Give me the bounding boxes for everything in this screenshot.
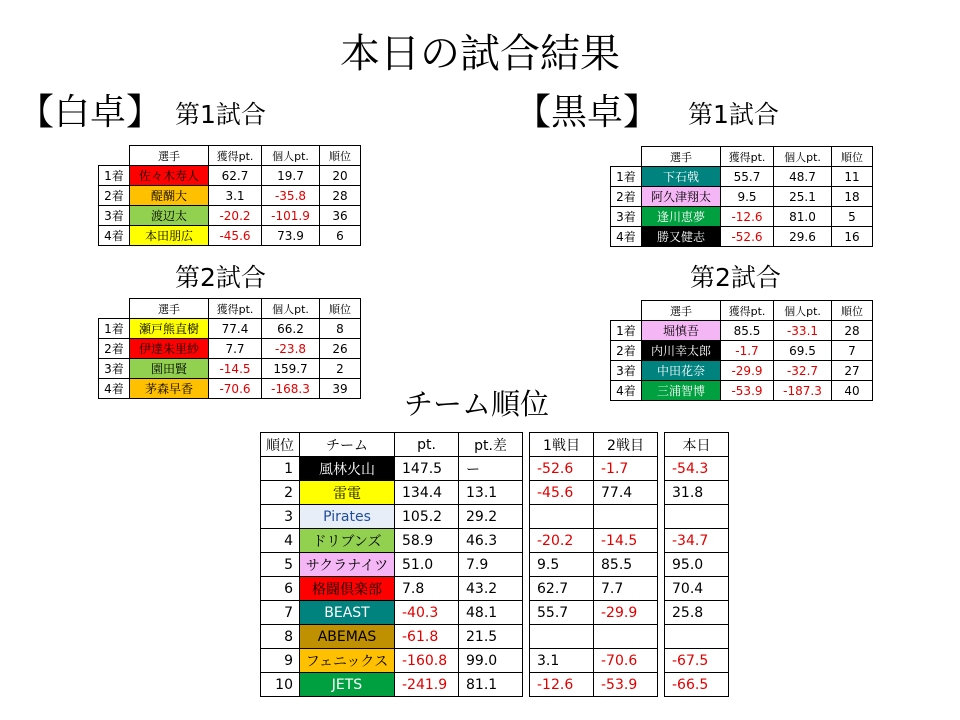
rank-cell: 40	[832, 381, 873, 401]
team-pt-cell: 58.9	[395, 529, 459, 553]
team-diff-cell: 81.1	[459, 673, 523, 697]
personal-cell: 48.7	[774, 167, 832, 187]
rank-cell: 2	[320, 359, 361, 379]
black-game2-label: 第2試合	[690, 263, 781, 292]
personal-cell: 19.7	[262, 166, 320, 186]
result-row	[99, 359, 361, 379]
rank-cell: 7	[832, 341, 873, 361]
col-personal-header: 個人pt.	[262, 146, 320, 166]
rank-cell: 20	[320, 166, 361, 186]
blank-corner	[99, 299, 130, 319]
team-rank-cell: 5	[261, 553, 300, 577]
team-game1-cell	[530, 505, 594, 529]
gain-cell: 85.5	[721, 321, 774, 341]
rank-cell: 8	[320, 319, 361, 339]
col-player-header: 選手	[642, 301, 721, 321]
col-game2-header: 2戦目	[594, 433, 658, 457]
column-gap	[523, 529, 530, 553]
team-today-cell: 95.0	[665, 553, 729, 577]
place-cell: 4着	[99, 379, 130, 399]
personal-cell: -32.7	[774, 361, 832, 381]
result-table	[610, 300, 873, 401]
personal-cell: 29.6	[774, 227, 832, 247]
col-gain-header: 獲得pt.	[721, 147, 774, 167]
col-gain-header: 獲得pt.	[209, 146, 262, 166]
rank-cell: 18	[832, 187, 873, 207]
rank-cell: 27	[832, 361, 873, 381]
team-pt-cell: -241.9	[395, 673, 459, 697]
team-game1-cell: 62.7	[530, 577, 594, 601]
column-gap	[658, 529, 665, 553]
column-gap	[658, 505, 665, 529]
standings-header-row	[261, 433, 729, 457]
team-row	[261, 625, 729, 649]
column-gap	[523, 481, 530, 505]
result-row	[99, 186, 361, 206]
team-diff-cell: 29.2	[459, 505, 523, 529]
team-game1-cell: 55.7	[530, 601, 594, 625]
result-row	[611, 361, 873, 381]
team-name-cell: 雷電	[300, 481, 395, 505]
team-game2-cell: 77.4	[594, 481, 658, 505]
player-cell: 園田賢	[130, 359, 209, 379]
gain-cell: -45.6	[209, 226, 262, 246]
team-pt-cell: 51.0	[395, 553, 459, 577]
team-game2-cell	[594, 625, 658, 649]
place-cell: 2着	[99, 186, 130, 206]
result-header-row	[99, 146, 361, 166]
team-name-cell: ABEMAS	[300, 625, 395, 649]
column-gap	[523, 577, 530, 601]
result-row	[611, 227, 873, 247]
column-gap	[523, 625, 530, 649]
team-game1-cell: 3.1	[530, 649, 594, 673]
col-rank-header: 順位	[261, 433, 300, 457]
player-cell: 伊達朱里紗	[130, 339, 209, 359]
rank-cell: 26	[320, 339, 361, 359]
gain-cell: 62.7	[209, 166, 262, 186]
team-rank-cell: 9	[261, 649, 300, 673]
personal-cell: -187.3	[774, 381, 832, 401]
team-rank-cell: 4	[261, 529, 300, 553]
gain-cell: -52.6	[721, 227, 774, 247]
column-gap	[658, 673, 665, 697]
team-today-cell: -54.3	[665, 457, 729, 481]
column-gap	[658, 625, 665, 649]
standings-table	[260, 432, 729, 697]
column-gap	[658, 433, 665, 457]
team-diff-cell: 21.5	[459, 625, 523, 649]
gain-cell: -20.2	[209, 206, 262, 226]
white-table-label: 【白卓】	[18, 92, 163, 133]
player-cell: 内川幸太郎	[642, 341, 721, 361]
blank-corner	[611, 301, 642, 321]
result-row	[99, 166, 361, 186]
col-player-header: 選手	[130, 299, 209, 319]
team-pt-cell: -160.8	[395, 649, 459, 673]
gain-cell: 55.7	[721, 167, 774, 187]
team-name-cell: 風林火山	[300, 457, 395, 481]
team-name-cell: フェニックス	[300, 649, 395, 673]
team-pt-cell: -40.3	[395, 601, 459, 625]
gain-cell: -1.7	[721, 341, 774, 361]
team-diff-cell: 13.1	[459, 481, 523, 505]
col-team-header: チーム	[300, 433, 395, 457]
gain-cell: 7.7	[209, 339, 262, 359]
result-header-row	[99, 299, 361, 319]
team-name-cell: ドリブンズ	[300, 529, 395, 553]
team-game2-cell: -70.6	[594, 649, 658, 673]
rank-cell: 39	[320, 379, 361, 399]
col-rank-header: 順位	[832, 147, 873, 167]
place-cell: 1着	[99, 319, 130, 339]
column-gap	[658, 577, 665, 601]
col-player-header: 選手	[642, 147, 721, 167]
result-row	[611, 207, 873, 227]
team-game1-cell: -12.6	[530, 673, 594, 697]
standings-table-wrap	[260, 432, 729, 697]
result-row	[611, 381, 873, 401]
place-cell: 1着	[99, 166, 130, 186]
result-row	[611, 187, 873, 207]
team-pt-cell: -61.8	[395, 625, 459, 649]
result-row	[99, 379, 361, 399]
team-rank-cell: 6	[261, 577, 300, 601]
personal-cell: 69.5	[774, 341, 832, 361]
team-rank-cell: 3	[261, 505, 300, 529]
player-cell: 瀬戸熊直樹	[130, 319, 209, 339]
player-cell: 醍醐大	[130, 186, 209, 206]
team-diff-cell: 43.2	[459, 577, 523, 601]
team-today-cell	[665, 505, 729, 529]
result-row	[99, 319, 361, 339]
personal-cell: -101.9	[262, 206, 320, 226]
col-rank-header: 順位	[832, 301, 873, 321]
place-cell: 3着	[99, 206, 130, 226]
team-diff-cell: 99.0	[459, 649, 523, 673]
team-game2-cell: -53.9	[594, 673, 658, 697]
rank-cell: 28	[832, 321, 873, 341]
white-game2-label: 第2試合	[175, 263, 266, 292]
team-game2-cell: -1.7	[594, 457, 658, 481]
gain-cell: -12.6	[721, 207, 774, 227]
col-personal-header: 個人pt.	[774, 147, 832, 167]
team-game2-cell: -14.5	[594, 529, 658, 553]
player-cell: 中田花奈	[642, 361, 721, 381]
team-game1-cell: -20.2	[530, 529, 594, 553]
result-row	[99, 226, 361, 246]
gain-cell: -14.5	[209, 359, 262, 379]
gain-cell: -29.9	[721, 361, 774, 381]
personal-cell: -168.3	[262, 379, 320, 399]
column-gap	[658, 553, 665, 577]
gain-cell: 77.4	[209, 319, 262, 339]
col-rank-header: 順位	[320, 299, 361, 319]
place-cell: 4着	[99, 226, 130, 246]
rank-cell: 28	[320, 186, 361, 206]
result-header-row	[611, 147, 873, 167]
team-rank-cell: 10	[261, 673, 300, 697]
blank-corner	[611, 147, 642, 167]
personal-cell: 25.1	[774, 187, 832, 207]
team-row	[261, 649, 729, 673]
result-row	[99, 206, 361, 226]
result-row	[99, 339, 361, 359]
team-game1-cell	[530, 625, 594, 649]
standings-title: チーム順位	[404, 387, 550, 421]
personal-cell: -35.8	[262, 186, 320, 206]
black-game1-table	[610, 146, 873, 247]
place-cell: 2着	[611, 341, 642, 361]
column-gap	[523, 673, 530, 697]
team-diff-cell: 7.9	[459, 553, 523, 577]
player-cell: 逢川恵夢	[642, 207, 721, 227]
team-row	[261, 505, 729, 529]
player-cell: 堀慎吾	[642, 321, 721, 341]
team-game1-cell: 9.5	[530, 553, 594, 577]
team-today-cell: 31.8	[665, 481, 729, 505]
column-gap	[523, 433, 530, 457]
place-cell: 3着	[99, 359, 130, 379]
team-diff-cell: ー	[459, 457, 523, 481]
place-cell: 1着	[611, 167, 642, 187]
team-name-cell: サクラナイツ	[300, 553, 395, 577]
personal-cell: 159.7	[262, 359, 320, 379]
team-row	[261, 529, 729, 553]
column-gap	[523, 601, 530, 625]
result-row	[611, 321, 873, 341]
col-gain-header: 獲得pt.	[209, 299, 262, 319]
team-rank-cell: 1	[261, 457, 300, 481]
team-row	[261, 673, 729, 697]
result-table	[98, 298, 361, 399]
place-cell: 4着	[611, 227, 642, 247]
team-name-cell: JETS	[300, 673, 395, 697]
col-rank-header: 順位	[320, 146, 361, 166]
col-gain-header: 獲得pt.	[721, 301, 774, 321]
personal-cell: -23.8	[262, 339, 320, 359]
player-cell: 茅森早香	[130, 379, 209, 399]
team-game2-cell: 7.7	[594, 577, 658, 601]
place-cell: 2着	[611, 187, 642, 207]
team-pt-cell: 7.8	[395, 577, 459, 601]
team-row	[261, 553, 729, 577]
player-cell: 佐々木寿人	[130, 166, 209, 186]
col-today-header: 本日	[665, 433, 729, 457]
team-row	[261, 577, 729, 601]
team-row	[261, 601, 729, 625]
place-cell: 2着	[99, 339, 130, 359]
team-game2-cell	[594, 505, 658, 529]
team-pt-cell: 105.2	[395, 505, 459, 529]
team-today-cell: -67.5	[665, 649, 729, 673]
team-game1-cell: -52.6	[530, 457, 594, 481]
player-cell: 三浦智博	[642, 381, 721, 401]
rank-cell: 5	[832, 207, 873, 227]
column-gap	[658, 457, 665, 481]
gain-cell: 9.5	[721, 187, 774, 207]
team-today-cell: 25.8	[665, 601, 729, 625]
team-today-cell	[665, 625, 729, 649]
gain-cell: -70.6	[209, 379, 262, 399]
player-cell: 阿久津翔太	[642, 187, 721, 207]
place-cell: 4着	[611, 381, 642, 401]
column-gap	[523, 505, 530, 529]
result-row	[611, 167, 873, 187]
blank-corner	[99, 146, 130, 166]
team-rank-cell: 8	[261, 625, 300, 649]
team-pt-cell: 147.5	[395, 457, 459, 481]
personal-cell: -33.1	[774, 321, 832, 341]
result-table	[98, 145, 361, 246]
player-cell: 渡辺太	[130, 206, 209, 226]
personal-cell: 81.0	[774, 207, 832, 227]
rank-cell: 11	[832, 167, 873, 187]
rank-cell: 6	[320, 226, 361, 246]
col-personal-header: 個人pt.	[262, 299, 320, 319]
result-row	[611, 341, 873, 361]
personal-cell: 66.2	[262, 319, 320, 339]
result-table	[610, 146, 873, 247]
player-cell: 下石戟	[642, 167, 721, 187]
team-diff-cell: 48.1	[459, 601, 523, 625]
result-header-row	[611, 301, 873, 321]
gain-cell: 3.1	[209, 186, 262, 206]
black-game2-table	[610, 300, 873, 401]
player-cell: 勝又健志	[642, 227, 721, 247]
team-name-cell: BEAST	[300, 601, 395, 625]
page-title: 本日の試合結果	[340, 31, 620, 77]
team-today-cell: -66.5	[665, 673, 729, 697]
col-player-header: 選手	[130, 146, 209, 166]
team-diff-cell: 46.3	[459, 529, 523, 553]
team-today-cell: 70.4	[665, 577, 729, 601]
team-today-cell: -34.7	[665, 529, 729, 553]
player-cell: 本田朋広	[130, 226, 209, 246]
team-game2-cell: -29.9	[594, 601, 658, 625]
col-diff-header: pt.差	[459, 433, 523, 457]
col-pt-header: pt.	[395, 433, 459, 457]
team-rank-cell: 2	[261, 481, 300, 505]
team-name-cell: Pirates	[300, 505, 395, 529]
team-name-cell: 格闘倶楽部	[300, 577, 395, 601]
column-gap	[658, 601, 665, 625]
white-game1-label: 第1試合	[175, 100, 266, 129]
white-game2-table	[98, 298, 361, 399]
team-pt-cell: 134.4	[395, 481, 459, 505]
personal-cell: 73.9	[262, 226, 320, 246]
black-table-label: 【黒卓】	[515, 92, 660, 133]
place-cell: 3着	[611, 361, 642, 381]
column-gap	[523, 457, 530, 481]
white-game1-table	[98, 145, 361, 246]
column-gap	[658, 481, 665, 505]
team-row	[261, 457, 729, 481]
column-gap	[658, 649, 665, 673]
gain-cell: -53.9	[721, 381, 774, 401]
place-cell: 3着	[611, 207, 642, 227]
team-rank-cell: 7	[261, 601, 300, 625]
col-personal-header: 個人pt.	[774, 301, 832, 321]
team-row	[261, 481, 729, 505]
team-game1-cell: -45.6	[530, 481, 594, 505]
team-game2-cell: 85.5	[594, 553, 658, 577]
rank-cell: 16	[832, 227, 873, 247]
col-game1-header: 1戦目	[530, 433, 594, 457]
column-gap	[523, 649, 530, 673]
black-game1-label: 第1試合	[688, 100, 779, 129]
column-gap	[523, 553, 530, 577]
place-cell: 1着	[611, 321, 642, 341]
rank-cell: 36	[320, 206, 361, 226]
